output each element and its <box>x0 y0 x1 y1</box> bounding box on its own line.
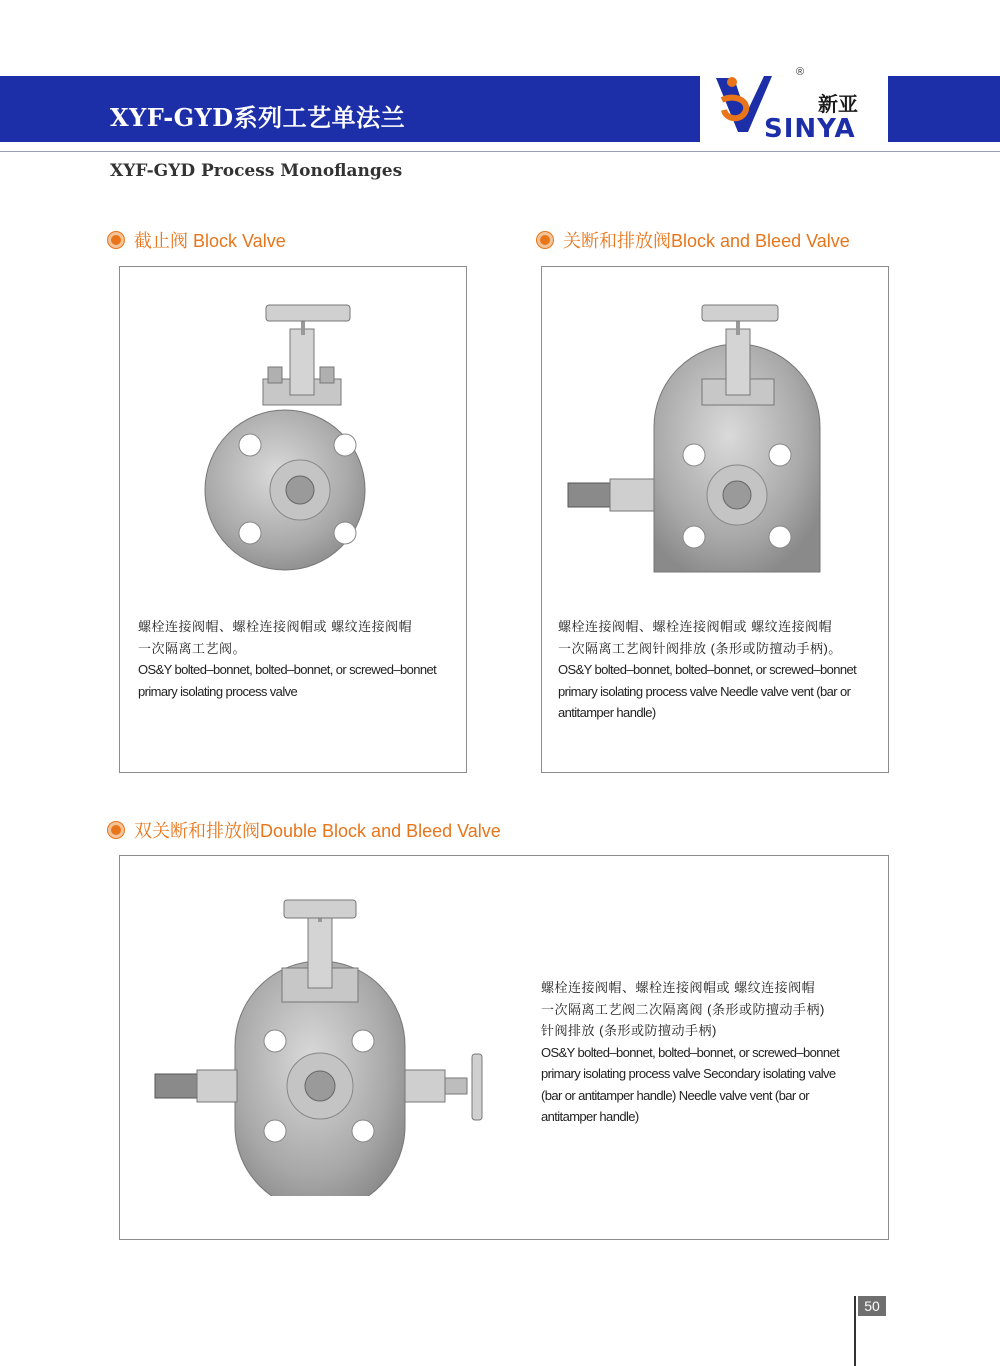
block-valve-description <box>138 616 458 702</box>
page-subtitle: XYF-GYD Process Monoflanges <box>110 161 403 181</box>
desc-cn-line: 螺栓连接阀帽、螺栓连接阀帽或 螺纹连接阀帽 <box>541 980 816 995</box>
desc-cn-line: 一次隔离工艺阀针阀排放 (条形或防擅动手柄)。 <box>558 640 842 656</box>
desc-en-line: antitamper handle) <box>541 1109 639 1124</box>
section-heading-double-block-bleed-valve <box>108 817 501 843</box>
double-block-bleed-valve-image <box>120 856 520 1196</box>
logo-english-name: SINYA <box>764 114 856 144</box>
page-number-rule <box>854 1296 856 1366</box>
block-bleed-valve-description <box>558 616 878 724</box>
registered-mark: ® <box>796 66 805 78</box>
section-heading-block-valve <box>108 227 286 253</box>
section-heading-text: 双关断和排放阀Double Block and Bleed Valve <box>134 821 501 841</box>
bullet-icon <box>108 232 124 248</box>
header-divider <box>0 151 1000 152</box>
desc-en-line: antitamper handle) <box>558 705 656 720</box>
block-valve-image <box>120 267 466 607</box>
section-heading-text: 截止阀 Block Valve <box>134 231 286 251</box>
page-title: XYF-GYD系列工艺单法兰 <box>110 103 406 132</box>
block-bleed-valve-image <box>542 267 888 607</box>
desc-en-line: OS&Y bolted–bonnet, bolted–bonnet, or screwed–bonnet <box>541 1044 840 1060</box>
desc-en-line: (bar or antitamper handle) Needle valve vent (bar or <box>541 1087 809 1103</box>
section-heading-block-bleed-valve <box>537 227 850 253</box>
page-number: 50 <box>858 1296 886 1316</box>
bullet-icon <box>537 232 553 248</box>
desc-en-line: OS&Y bolted–bonnet, bolted–bonnet, or screwed–bonnet <box>138 662 437 677</box>
desc-cn-line: 螺栓连接阀帽、螺栓连接阀帽或 螺纹连接阀帽 <box>558 619 833 634</box>
desc-en-line: primary isolating process valve <box>138 683 298 699</box>
desc-cn-line: 针阀排放 (条形或防擅动手柄) <box>541 1023 717 1038</box>
section-heading-text: 关断和排放阀Block and Bleed Valve <box>563 231 850 251</box>
bullet-icon <box>108 822 124 838</box>
desc-en-line: primary isolating process valve Needle valve vent (bar or <box>558 683 851 699</box>
desc-cn-line: 一次隔离工艺阀。 <box>138 640 247 656</box>
logo-chinese-name: 新亚 <box>818 92 858 116</box>
double-block-bleed-valve-description <box>541 977 861 1128</box>
desc-cn-line: 螺栓连接阀帽、螺栓连接阀帽或 螺纹连接阀帽 <box>138 619 413 634</box>
desc-en-line: primary isolating process valve Secondary isolating valve <box>541 1066 836 1081</box>
desc-cn-line: 一次隔离工艺阀二次隔离阀 (条形或防擅动手柄) <box>541 1001 825 1017</box>
desc-en-line: OS&Y bolted–bonnet, bolted–bonnet, or screwed–bonnet <box>558 662 857 677</box>
brand-logo <box>700 60 888 144</box>
